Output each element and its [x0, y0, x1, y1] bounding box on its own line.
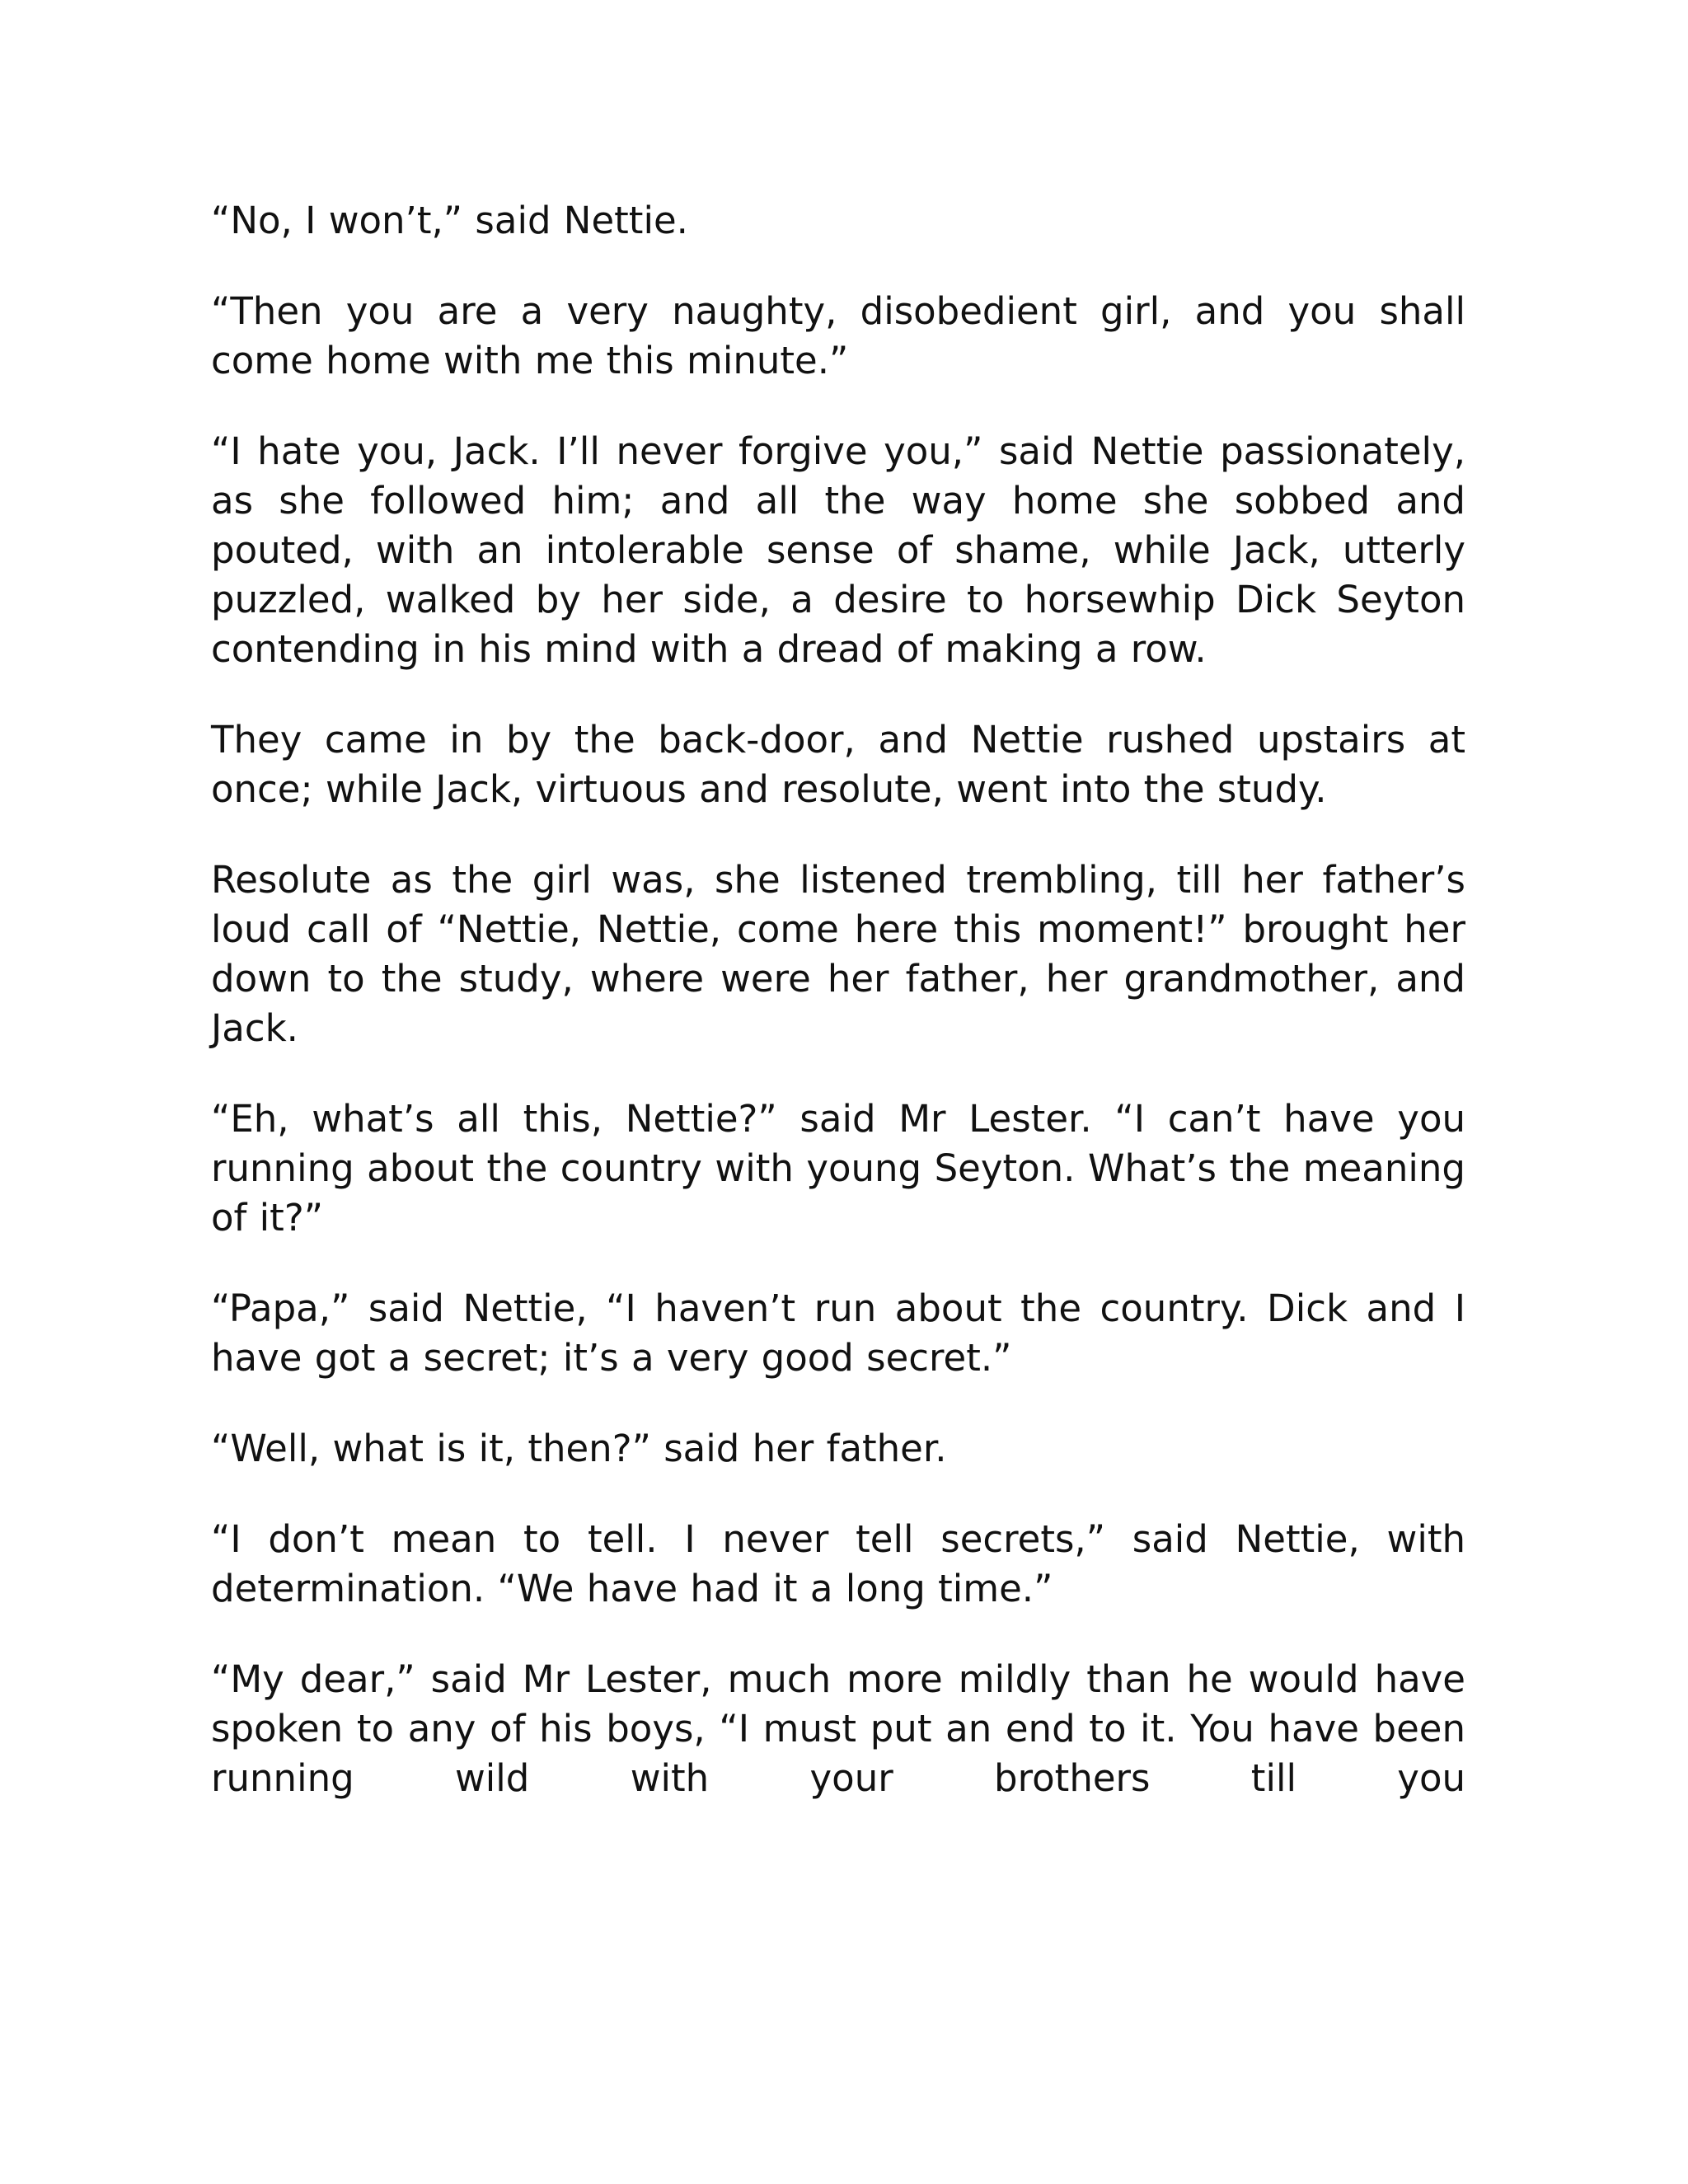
- paragraph: “No, I won’t,” said Nettie.: [211, 199, 688, 242]
- page-body: [211, 196, 1465, 1803]
- paragraph: “I don’t mean to tell. I never tell secrets,” said Nettie, with determination. “We have had it a long time.”: [211, 1517, 1465, 1610]
- paragraph: “Well, what is it, then?” said her father.: [211, 1427, 947, 1470]
- paragraph: They came in by the back-door, and Nettie rushed upstairs at once; while Jack, virtuous and resolute, went into the study.: [211, 718, 1465, 811]
- paragraph: “Eh, what’s all this, Nettie?” said Mr Lester. “I can’t have you running about the country with young Seyton. What’s the meaning of it?”: [211, 1097, 1465, 1240]
- paragraph: “I hate you, Jack. I’ll never forgive you,” said Nettie passionately, as she followed him; and all the way home she sobbed and pouted, with an intolerable sense of shame, while Jack, utterly puzzled, walked by her side, a desire to horsewhip Dick Seyton contending in his mind with a dread of making a row.: [211, 429, 1465, 671]
- paragraph: “Papa,” said Nettie, “I haven’t run about the country. Dick and I have got a secret; it’s a very good secret.”: [211, 1286, 1465, 1380]
- paragraph: “My dear,” said Mr Lester, much more mildly than he would have spoken to any of his boys, “I must put an end to it. You have been running wild with your brothers till you: [211, 1657, 1465, 1800]
- paragraph: Resolute as the girl was, she listened trembling, till her father’s loud call of “Nettie, Nettie, come here this moment!” brought her down to the study, where were her father, her grandmother, and Jack.: [211, 858, 1465, 1050]
- paragraph: “Then you are a very naughty, disobedient girl, and you shall come home with me this minute.”: [211, 289, 1465, 382]
